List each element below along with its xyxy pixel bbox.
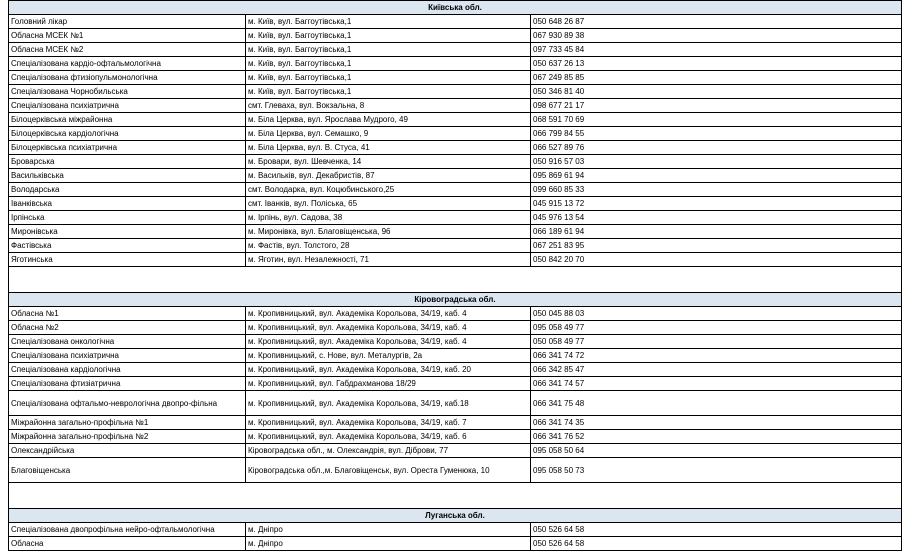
table-row: [9, 71, 902, 85]
commission-phone: 050 526 64 58: [531, 523, 902, 537]
commission-phone: 095 058 49 77: [531, 321, 902, 335]
region-title: Київська обл.: [9, 1, 902, 15]
table-row: [9, 211, 902, 225]
commission-phone: 050 637 26 13: [531, 57, 902, 71]
commission-address: м. Васильків, вул. Декабристів, 87: [246, 169, 531, 183]
table-row: [9, 99, 902, 113]
table-row: [9, 197, 902, 211]
table-row: [9, 225, 902, 239]
table-row: [9, 349, 902, 363]
commission-address: м. Дніпро: [246, 537, 531, 551]
commission-address: м. Київ, вул. Баггоутівська,1: [246, 15, 531, 29]
commission-address: Кіровоградська обл., м. Олександрія, вул. Діброви, 77: [246, 444, 531, 458]
commission-address: м. Кропивницький, вул. Академіка Корольова, 34/19, каб. 20: [246, 363, 531, 377]
commission-phone: 066 189 61 94: [531, 225, 902, 239]
commission-name: Миронівська: [9, 225, 246, 239]
commission-address: м. Київ, вул. Баггоутівська,1: [246, 57, 531, 71]
commission-phone: 050 045 88 03: [531, 307, 902, 321]
table-row: [9, 43, 902, 57]
commission-phone: 050 916 57 03: [531, 155, 902, 169]
spacer-cell: [9, 483, 902, 509]
table-row: [9, 430, 902, 444]
table-row: [9, 391, 902, 416]
commission-name: Спеціалізована офтальмо-неврологічна двопро-фільна: [9, 391, 246, 416]
commission-phone: 098 677 21 17: [531, 99, 902, 113]
commission-phone: 097 733 45 84: [531, 43, 902, 57]
commission-name: Ірпінська: [9, 211, 246, 225]
commission-name: Спеціалізована кардіо-офтальмологічна: [9, 57, 246, 71]
commission-name: Обласна №1: [9, 307, 246, 321]
table-row: [9, 239, 902, 253]
commission-phone: 050 058 49 77: [531, 335, 902, 349]
table-row: [9, 321, 902, 335]
table-row: [9, 85, 902, 99]
table-row: [9, 377, 902, 391]
commission-name: Фастівська: [9, 239, 246, 253]
commission-name: Спеціалізована кардіологічна: [9, 363, 246, 377]
commission-address: м. Кропивницький, вул. Габдрахманова 18/29: [246, 377, 531, 391]
table-row: [9, 363, 902, 377]
region-spacer: [9, 483, 902, 509]
commission-name: Благовіщенська: [9, 458, 246, 483]
commission-address: м. Бровари, вул. Шевченка, 14: [246, 155, 531, 169]
commission-name: Васильківська: [9, 169, 246, 183]
commission-phone: 066 342 85 47: [531, 363, 902, 377]
region-title: Кіровоградська обл.: [9, 293, 902, 307]
region-header-row: [9, 293, 902, 307]
commission-address: м. Кропивницький, вул. Академіка Корольова, 34/19, каб.18: [246, 391, 531, 416]
commission-phone: 099 660 85 33: [531, 183, 902, 197]
table-row: [9, 253, 902, 267]
table-row: [9, 458, 902, 483]
commission-phone: 068 591 70 69: [531, 113, 902, 127]
commission-phone: 095 869 61 94: [531, 169, 902, 183]
table-row: [9, 155, 902, 169]
commission-phone: 045 976 13 54: [531, 211, 902, 225]
commission-name: Спеціалізована психіатрична: [9, 99, 246, 113]
commission-phone: 066 799 84 55: [531, 127, 902, 141]
table-row: [9, 15, 902, 29]
commission-name: Спеціалізована фтизіатрична: [9, 377, 246, 391]
commission-name: Броварська: [9, 155, 246, 169]
table-row: [9, 537, 902, 551]
commission-address: м. Кропивницький, вул. Академіка Корольова, 34/19, каб. 7: [246, 416, 531, 430]
commission-address: м. Кропивницький, вул. Академіка Корольова, 34/19, каб. 4: [246, 307, 531, 321]
commission-name: Білоцерківська психіатрична: [9, 141, 246, 155]
commission-name: Білоцерківська кардіологічна: [9, 127, 246, 141]
commission-phone: 066 341 74 35: [531, 416, 902, 430]
commission-phone: 050 842 20 70: [531, 253, 902, 267]
region-title: Луганська обл.: [9, 509, 902, 523]
commission-address: смт. Глеваха, вул. Вокзальна, 8: [246, 99, 531, 113]
commission-phone: 050 526 64 58: [531, 537, 902, 551]
commission-address: м. Кропивницький, вул. Академіка Корольова, 34/19, каб. 4: [246, 321, 531, 335]
commission-address: м. Кропивницький, вул. Академіка Корольова, 34/19, каб. 6: [246, 430, 531, 444]
table-row: [9, 335, 902, 349]
commission-name: Спеціалізована двопрофільна нейро-офтальмологічна: [9, 523, 246, 537]
commission-phone: 067 930 89 38: [531, 29, 902, 43]
table-row: [9, 183, 902, 197]
commission-address: смт. Володарка, вул. Коцюбинського,25: [246, 183, 531, 197]
commission-address: м. Біла Церква, вул. В. Стуса, 41: [246, 141, 531, 155]
commission-address: м. Кропивницький, вул. Академіка Корольова, 34/19, каб. 4: [246, 335, 531, 349]
table-row: [9, 57, 902, 71]
commission-phone: 066 341 75 48: [531, 391, 902, 416]
commission-name: Обласна №2: [9, 321, 246, 335]
commission-address: м. Київ, вул. Баггоутівська,1: [246, 43, 531, 57]
spacer-cell: [9, 267, 902, 293]
commission-address: м. Ірпінь, вул. Садова, 38: [246, 211, 531, 225]
commission-address: м. Яготин, вул. Незалежності, 71: [246, 253, 531, 267]
region-header-row: [9, 1, 902, 15]
commission-phone: 066 341 74 72: [531, 349, 902, 363]
region-header-row: [9, 509, 902, 523]
commission-address: м. Київ, вул. Баггоутівська,1: [246, 85, 531, 99]
commissions-table-body: [9, 1, 902, 551]
commission-phone: 045 915 13 72: [531, 197, 902, 211]
commission-name: Іванківська: [9, 197, 246, 211]
commission-phone: 050 346 81 40: [531, 85, 902, 99]
commission-name: Міжрайонна загально-профільна №2: [9, 430, 246, 444]
commission-phone: 095 058 50 64: [531, 444, 902, 458]
commission-address: м. Дніпро: [246, 523, 531, 537]
table-row: [9, 523, 902, 537]
commission-phone: 095 058 50 73: [531, 458, 902, 483]
commission-name: Обласна: [9, 537, 246, 551]
table-row: [9, 127, 902, 141]
commission-address: смт. Іванків, вул. Поліська, 65: [246, 197, 531, 211]
commission-address: м. Київ, вул. Баггоутівська,1: [246, 29, 531, 43]
commission-name: Міжрайонна загально-профільна №1: [9, 416, 246, 430]
commission-phone: 066 527 89 76: [531, 141, 902, 155]
commission-name: Білоцерківська міжрайонна: [9, 113, 246, 127]
commission-name: Головний лікар: [9, 15, 246, 29]
commission-name: Обласна МСЕК №1: [9, 29, 246, 43]
commission-name: Володарська: [9, 183, 246, 197]
table-row: [9, 29, 902, 43]
commissions-table: [8, 0, 902, 551]
table-row: [9, 113, 902, 127]
commission-phone: 067 251 83 95: [531, 239, 902, 253]
commission-address: м. Біла Церква, вул. Ярослава Мудрого, 49: [246, 113, 531, 127]
commission-address: м. Фастів, вул. Толстого, 28: [246, 239, 531, 253]
commission-name: Яготинська: [9, 253, 246, 267]
commission-name: Спеціалізована фтизіопульмонологічна: [9, 71, 246, 85]
commission-name: Спеціалізована Чорнобильська: [9, 85, 246, 99]
commission-address: м. Кропивницький, с. Нове, вул. Металургів, 2а: [246, 349, 531, 363]
region-spacer: [9, 267, 902, 293]
table-row: [9, 416, 902, 430]
table-row: [9, 169, 902, 183]
commission-phone: 066 341 76 52: [531, 430, 902, 444]
commission-name: Обласна МСЕК №2: [9, 43, 246, 57]
commission-name: Спеціалізована психіатрична: [9, 349, 246, 363]
commission-phone: 050 648 26 87: [531, 15, 902, 29]
commission-name: Олександрійська: [9, 444, 246, 458]
table-row: [9, 141, 902, 155]
table-row: [9, 444, 902, 458]
commission-phone: 067 249 85 85: [531, 71, 902, 85]
table-row: [9, 307, 902, 321]
commission-address: м. Біла Церква, вул. Семашко, 9: [246, 127, 531, 141]
commission-phone: 066 341 74 57: [531, 377, 902, 391]
commission-name: Спеціалізована онкологічна: [9, 335, 246, 349]
commission-address: м. Київ, вул. Баггоутівська,1: [246, 71, 531, 85]
commission-address: Кіровоградська обл.,м. Благовіщенськ, вул. Ореста Гуменюка, 10: [246, 458, 531, 483]
commission-address: м. Миронівка, вул. Благовіщенська, 96: [246, 225, 531, 239]
